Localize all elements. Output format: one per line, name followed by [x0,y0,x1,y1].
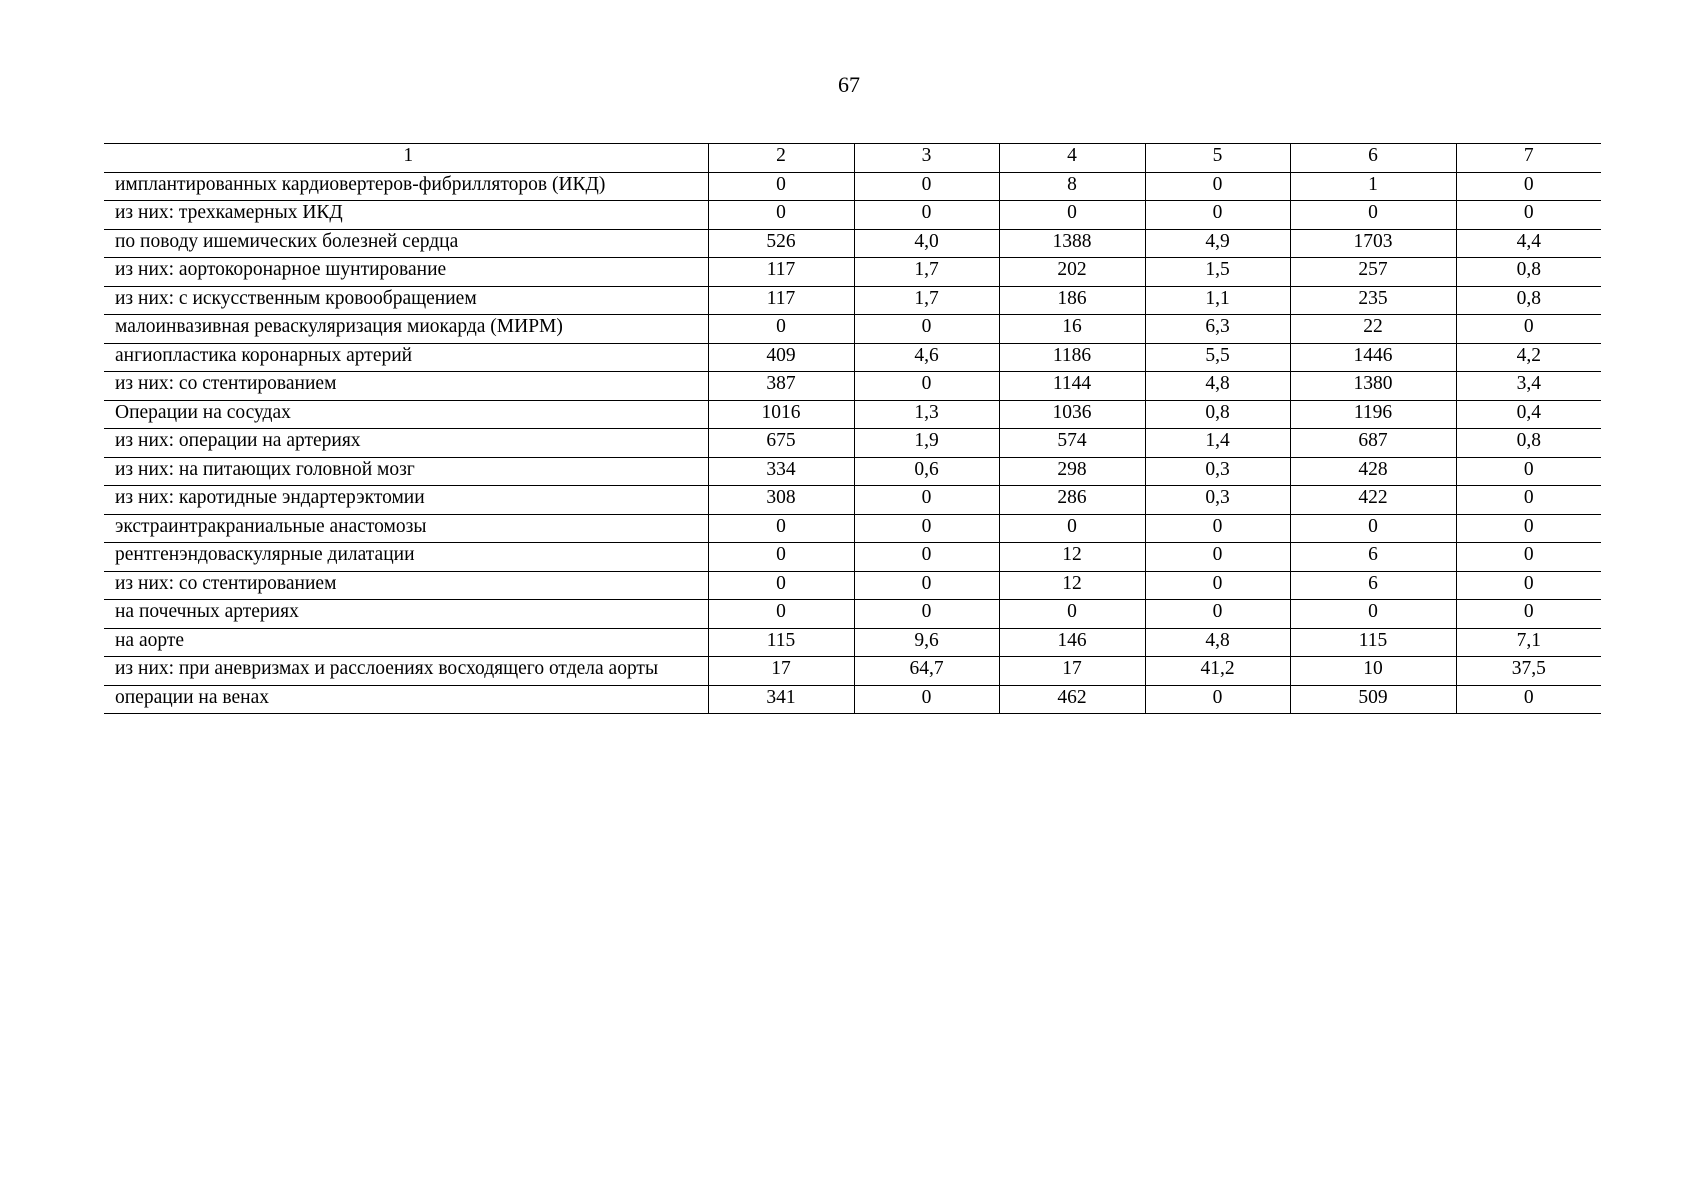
value-cell: 0 [854,685,999,714]
value-cell: 0 [708,543,854,572]
table-row [104,457,1601,486]
table-row [104,657,1601,686]
row-label-cell: Операции на сосудах [104,400,708,429]
value-cell: 0 [1456,172,1601,201]
value-cell: 1016 [708,400,854,429]
row-label-cell: из них: каротидные эндартерэктомии [104,486,708,515]
value-cell: 115 [1290,628,1456,657]
value-cell: 0 [1456,457,1601,486]
column-number-cell: 4 [999,144,1145,173]
value-cell: 4,9 [1145,229,1290,258]
value-cell: 9,6 [854,628,999,657]
value-cell: 0 [708,201,854,230]
value-cell: 1036 [999,400,1145,429]
value-cell: 186 [999,286,1145,315]
value-cell: 1703 [1290,229,1456,258]
value-cell: 0 [854,372,999,401]
value-cell: 6 [1290,543,1456,572]
value-cell: 0 [1456,685,1601,714]
table-row [104,571,1601,600]
value-cell: 0,4 [1456,400,1601,429]
value-cell: 0 [1145,543,1290,572]
value-cell: 3,4 [1456,372,1601,401]
table-row [104,315,1601,344]
value-cell: 0,8 [1456,258,1601,287]
value-cell: 115 [708,628,854,657]
value-cell: 0 [854,172,999,201]
value-cell: 0 [1456,514,1601,543]
value-cell: 4,8 [1145,372,1290,401]
value-cell: 0 [1456,600,1601,629]
value-cell: 0 [1145,514,1290,543]
value-cell: 422 [1290,486,1456,515]
value-cell: 0 [1145,201,1290,230]
row-label-cell: из них: при аневризмах и расслоениях восходящего отдела аорты [104,657,708,686]
row-label-cell: из них: аортокоронарное шунтирование [104,258,708,287]
value-cell: 0 [854,543,999,572]
value-cell: 0 [1145,685,1290,714]
value-cell: 41,2 [1145,657,1290,686]
column-number-cell: 6 [1290,144,1456,173]
table-row [104,201,1601,230]
data-table [104,143,1601,714]
value-cell: 334 [708,457,854,486]
value-cell: 1388 [999,229,1145,258]
value-cell: 0 [1456,543,1601,572]
value-cell: 341 [708,685,854,714]
row-label-cell: из них: трехкамерных ИКД [104,201,708,230]
page-number: 67 [838,72,860,97]
row-label-cell: из них: на питающих головной мозг [104,457,708,486]
value-cell: 687 [1290,429,1456,458]
table-header-row [104,144,1601,173]
value-cell: 8 [999,172,1145,201]
value-cell: 526 [708,229,854,258]
value-cell: 0 [708,514,854,543]
value-cell: 286 [999,486,1145,515]
value-cell: 37,5 [1456,657,1601,686]
value-cell: 4,0 [854,229,999,258]
value-cell: 1144 [999,372,1145,401]
value-cell: 10 [1290,657,1456,686]
value-cell: 1,4 [1145,429,1290,458]
value-cell: 0,3 [1145,486,1290,515]
value-cell: 4,6 [854,343,999,372]
value-cell: 1 [1290,172,1456,201]
row-label-cell: из них: со стентированием [104,372,708,401]
column-number-cell: 7 [1456,144,1601,173]
table-row [104,429,1601,458]
value-cell: 409 [708,343,854,372]
value-cell: 0 [999,514,1145,543]
value-cell: 428 [1290,457,1456,486]
value-cell: 0 [854,201,999,230]
value-cell: 1,7 [854,286,999,315]
row-label-cell: малоинвазивная реваскуляризация миокарда (МИРМ) [104,315,708,344]
table-row [104,628,1601,657]
value-cell: 12 [999,543,1145,572]
row-label-cell: экстраинтракраниальные анастомозы [104,514,708,543]
value-cell: 0 [708,315,854,344]
value-cell: 64,7 [854,657,999,686]
column-number-cell: 2 [708,144,854,173]
value-cell: 298 [999,457,1145,486]
value-cell: 0 [1290,600,1456,629]
value-cell: 509 [1290,685,1456,714]
table-row [104,400,1601,429]
value-cell: 4,2 [1456,343,1601,372]
value-cell: 202 [999,258,1145,287]
column-number-cell: 1 [104,144,708,173]
value-cell: 22 [1290,315,1456,344]
column-number-cell: 3 [854,144,999,173]
value-cell: 1,1 [1145,286,1290,315]
value-cell: 1446 [1290,343,1456,372]
value-cell: 0 [1290,201,1456,230]
value-cell: 0,8 [1145,400,1290,429]
value-cell: 5,5 [1145,343,1290,372]
value-cell: 17 [708,657,854,686]
row-label-cell: на аорте [104,628,708,657]
value-cell: 4,8 [1145,628,1290,657]
value-cell: 0 [708,172,854,201]
table-row [104,372,1601,401]
value-cell: 1,9 [854,429,999,458]
row-label-cell: ангиопластика коронарных артерий [104,343,708,372]
value-cell: 574 [999,429,1145,458]
value-cell: 0,3 [1145,457,1290,486]
table-row [104,258,1601,287]
value-cell: 1196 [1290,400,1456,429]
value-cell: 0 [999,600,1145,629]
value-cell: 4,4 [1456,229,1601,258]
table-row [104,514,1601,543]
value-cell: 0 [854,486,999,515]
value-cell: 0,8 [1456,286,1601,315]
value-cell: 17 [999,657,1145,686]
value-cell: 1380 [1290,372,1456,401]
value-cell: 387 [708,372,854,401]
row-label-cell: из них: со стентированием [104,571,708,600]
value-cell: 0,8 [1456,429,1601,458]
column-number-cell: 5 [1145,144,1290,173]
table-row [104,685,1601,714]
value-cell: 0 [1456,571,1601,600]
table-row [104,543,1601,572]
value-cell: 0 [708,571,854,600]
value-cell: 117 [708,286,854,315]
table-row [104,343,1601,372]
row-label-cell: из них: операции на артериях [104,429,708,458]
table-row [104,229,1601,258]
value-cell: 675 [708,429,854,458]
value-cell: 0 [1290,514,1456,543]
table-row [104,486,1601,515]
value-cell: 7,1 [1456,628,1601,657]
value-cell: 0 [1456,315,1601,344]
value-cell: 12 [999,571,1145,600]
value-cell: 0 [1145,172,1290,201]
value-cell: 0 [854,315,999,344]
table-row [104,172,1601,201]
value-cell: 0 [999,201,1145,230]
value-cell: 16 [999,315,1145,344]
row-label-cell: имплантированных кардиовертеров-фибрилляторов (ИКД) [104,172,708,201]
row-label-cell: операции на венах [104,685,708,714]
value-cell: 0 [1456,486,1601,515]
value-cell: 6,3 [1145,315,1290,344]
value-cell: 0 [708,600,854,629]
value-cell: 462 [999,685,1145,714]
value-cell: 1,5 [1145,258,1290,287]
row-label-cell: на почечных артериях [104,600,708,629]
row-label-cell: рентгенэндоваскулярные дилатации [104,543,708,572]
value-cell: 1,7 [854,258,999,287]
value-cell: 0 [854,571,999,600]
value-cell: 0 [854,514,999,543]
value-cell: 235 [1290,286,1456,315]
value-cell: 0 [1145,600,1290,629]
value-cell: 117 [708,258,854,287]
table-row [104,286,1601,315]
table-row [104,600,1601,629]
value-cell: 146 [999,628,1145,657]
row-label-cell: из них: с искусственным кровообращением [104,286,708,315]
value-cell: 0 [1456,201,1601,230]
value-cell: 6 [1290,571,1456,600]
value-cell: 257 [1290,258,1456,287]
row-label-cell: по поводу ишемических болезней сердца [104,229,708,258]
value-cell: 0 [1145,571,1290,600]
value-cell: 0,6 [854,457,999,486]
value-cell: 308 [708,486,854,515]
value-cell: 1,3 [854,400,999,429]
value-cell: 1186 [999,343,1145,372]
value-cell: 0 [854,600,999,629]
